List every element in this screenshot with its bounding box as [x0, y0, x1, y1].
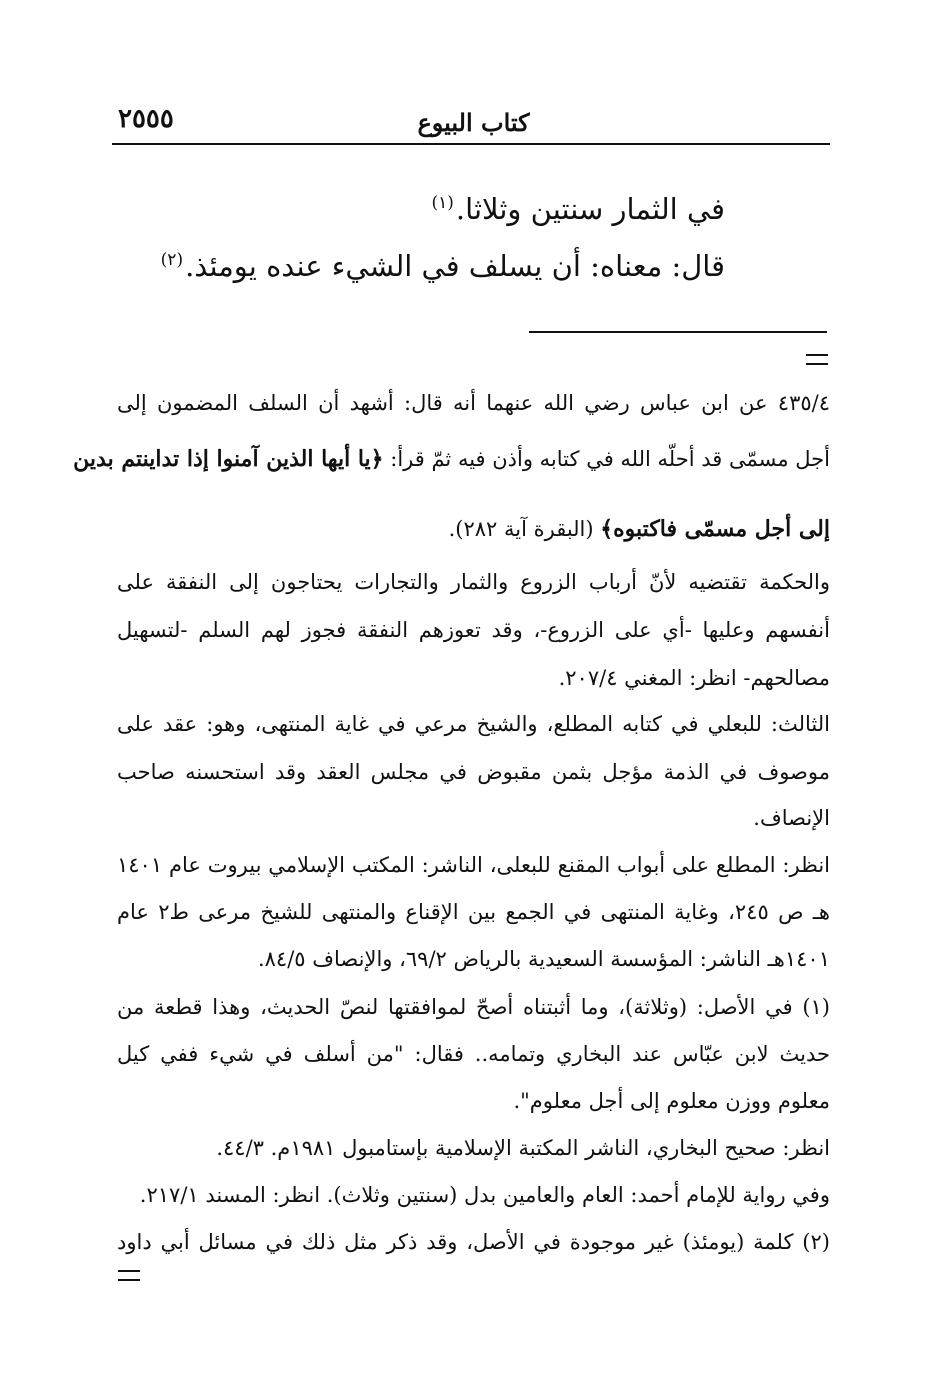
main-text-line-1	[432, 192, 726, 226]
footnote-ref-2: (٢)	[160, 250, 184, 270]
page-number: ٢٥٥٥	[118, 104, 174, 134]
footnote-line: هـ ص ٢٤٥، وغاية المنتهى في الجمع بين الإقناع والمنتهى للشيخ مرعى ط٢ عام	[117, 900, 830, 924]
footnote-line: موصوف في الذمة مؤجل بثمن مقبوض في مجلس العقد وقد استحسنه صاحب	[117, 760, 830, 784]
footnote-line: والحكمة تقتضيه لأنّ أرباب الزروع والثمار والتجارات يحتاجون إلى النفقة على	[117, 570, 830, 594]
footnote-line	[73, 446, 830, 472]
quran-verse: إلى أجل مسمّى فاكتبوه﴾	[600, 516, 830, 542]
header-rule	[112, 143, 830, 145]
footnote-2-line: (٢) كلمة (يومئذ) غير موجودة في الأصل، وقد ذكر مثل ذلك في مسائل أبي داود	[117, 1230, 830, 1254]
footnote-line: الإنصاف.	[753, 806, 830, 830]
main-text: في الثمار سنتين وثلاثا.	[455, 192, 725, 226]
footnote-1-line: انظر: صحيح البخاري، الناشر المكتبة الإسلامية بإستامبول ١٩٨١م. ٤٤/٣.	[216, 1136, 830, 1160]
footnote-text: أجل مسمّى قد أحلّه الله في كتابه وأذن فيه ثمّ قرأ:	[383, 447, 830, 471]
footnote-line	[117, 516, 830, 542]
main-text: قال: معناه: أن يسلف في الشيء عنده يومئذ.	[185, 249, 725, 283]
footnote-1-line: معلوم ووزن معلوم إلى أجل معلوم".	[513, 1089, 830, 1113]
footnote-line: ١٤٠١هـ الناشر: المؤسسة السعيدية بالرياض ٦٩/٢، والإنصاف ٨٤/٥.	[257, 947, 830, 971]
continuation-mark-bottom	[118, 1270, 140, 1281]
footnote-text: (البقرة آية ٢٨٢).	[448, 517, 601, 541]
quran-verse: ﴿يا أيها الذين آمنوا إذا تداينتم بدين	[73, 446, 384, 472]
footnote-line: مصالحهم- انظر: المغني ٢٠٧/٤.	[558, 666, 830, 690]
footnote-1-line: وفي رواية للإمام أحمد: العام والعامين بدل (سنتين وثلاث). انظر: المسند ٢١٧/١.	[139, 1183, 830, 1207]
main-text-line-2	[161, 249, 725, 283]
footnote-1-line: حديث لابن عبّاس عند البخاري وتمامه.. فقال: "من أسلف في شيء ففي كيل	[117, 1042, 830, 1066]
footnote-separator	[529, 331, 827, 333]
footnote-line: انظر: المطلع على أبواب المقنع للبعلى، الناشر: المكتب الإسلامي بيروت عام ١٤٠١	[117, 853, 830, 877]
footnote-line: الثالث: للبعلي في كتابه المطلع، والشيخ مرعي في غاية المنتهى، وهو: عقد على	[117, 712, 830, 736]
footnote-1-line: (١) في الأصل: (وثلاثة)، وما أثبتناه أصحّ لموافقتها لنصّ الحديث، وهذا قطعة من	[117, 995, 830, 1019]
running-title: كتاب البيوع	[417, 108, 530, 137]
continuation-mark-top	[806, 354, 828, 365]
footnote-line: أنفسهم وعليها -أي على الزروع-، وقد تعوزهم النفقة فجوز لهم السلم -لتسهيل	[117, 618, 830, 642]
footnote-ref-1: (١)	[431, 193, 454, 213]
footnote-line: ٤٣٥/٤ عن ابن عباس رضي الله عنهما أنه قال: أشهد أن السلف المضمون إلى	[117, 391, 830, 415]
